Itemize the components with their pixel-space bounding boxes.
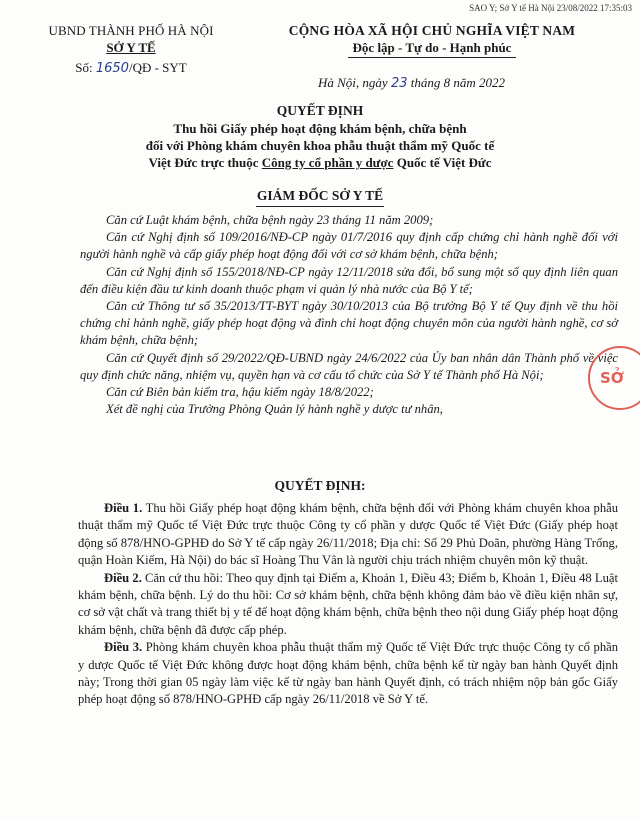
basis-item: Xét đề nghị của Trưởng Phòng Quản lý hành nghề y dược tư nhân,: [106, 402, 443, 417]
subject-line-3c: Quốc tế Việt Đức: [393, 155, 492, 170]
subject-line-2: đối với Phòng khám chuyên khoa phẫu thuật thẩm mỹ Quốc tế: [145, 138, 495, 153]
national-header: [238, 22, 626, 58]
basis-item: Căn cứ Thông tư số 35/2013/TT-BYT ngày 30/10/2013 của Bộ trưởng Bộ Y tế Quy định về thu hồi chứng chỉ hành nghề, giấy phép hoạt động và đình chỉ hoạt động chuyên môn của người hành nghề, cơ sở khám bệnh, chữa bệnh;: [80, 299, 618, 348]
number-suffix: /QĐ - SYT: [128, 60, 187, 75]
date-prefix: Hà Nội, ngày: [318, 75, 391, 90]
document-subject: [60, 120, 580, 171]
document-number: [26, 59, 236, 77]
legal-basis: [80, 212, 618, 418]
digital-copy-stamp: SAO Y; Sở Y tế Hà Nội 23/08/2022 17:35:03: [469, 3, 632, 13]
issuer-header: [26, 22, 236, 77]
director-underline: [256, 206, 384, 207]
subject-line-3a: Việt Đức trực thuộc: [148, 155, 262, 170]
number-handwritten: 1650: [95, 61, 129, 76]
article-item: [78, 639, 618, 709]
seal-text: SỞ: [600, 369, 624, 387]
motto-underline: [348, 57, 516, 58]
subject-line-1: Thu hồi Giấy phép hoạt động khám bệnh, chữa bệnh: [173, 121, 467, 136]
article-text: Căn cứ thu hồi: Theo quy định tại Điểm a, Khoản 1, Điều 43; Điểm b, Khoản 1, Điều 48 Luật khám bệnh, chữa bệnh. Lý do thu hồi: Cơ sở khám bệnh, chữa bệnh không đảm bảo về điều kiện nhân sự, cơ sở vật chất và trang thiết bị y tế để hoạt động khám bệnh, chữa bệnh theo nội dung Giấy phép hoạt động khám bệnh, chữa bệnh đã được cấp phép.: [78, 570, 618, 637]
article-text: Phòng khám chuyên khoa phẫu thuật thẩm mỹ Quốc tế Việt Đức trực thuộc Công ty cổ phần y dược Quốc tế Việt Đức không được hoạt động khám bệnh, chữa bệnh kể từ ngày ban hành Quyết định này; Trong thời gian 05 ngày làm việc kể từ ngày ban hành Quyết định, có trách nhiệm nộp bản gốc Giấy phép hoạt động số 878/HNO-GPHĐ cấp ngày 26/11/2018 về Sở Y tế.: [78, 640, 619, 707]
article-label: Điều 1.: [104, 501, 143, 515]
basis-item: Căn cứ Luật khám bệnh, chữa bệnh ngày 23 tháng 11 năm 2009;: [106, 213, 434, 227]
decision-heading: QUYẾT ĐỊNH:: [274, 478, 366, 493]
basis-item: Căn cứ Quyết định số 29/2022/QĐ-UBND ngày 24/6/2022 của Ủy ban nhân dân Thành phố về việc quy định chức năng, nhiệm vụ, quyền hạn và cơ cấu tổ chức của Sở Y tế Thành phố Hà Nội;: [80, 350, 618, 382]
article-item: [78, 500, 618, 570]
subject-line-3: [60, 154, 580, 171]
article-label: Điều 2.: [104, 570, 142, 585]
articles: [78, 500, 619, 709]
article-item: [78, 570, 618, 640]
subject-line-3b: Công ty cổ phần y dược: [261, 155, 394, 170]
issue-date: [318, 75, 505, 91]
basis-item: Căn cứ Nghị định số 155/2018/NĐ-CP ngày 12/11/2018 sửa đổi, bổ sung một số quy định liên quan đến điều kiện đầu tư kinh doanh thuộc phạm vi quản lý nhà nước của Bộ Y tế;: [80, 264, 618, 296]
article-text: Thu hồi Giấy phép hoạt động khám bệnh, chữa bệnh đối với Phòng khám chuyên khoa phẫu thuật thẩm mỹ Quốc tế Việt Đức trực thuộc Công ty cổ phần y dược Quốc tế Việt Đức (Giấy phép hoạt động số 878/HNO-GPHĐ do Sở Y tế cấp ngày 26/11/2018; Địa chỉ: Số 29 Phủ Doãn, phường Hàng Trống, quận Hoàn Kiếm, Hà Nội) do bác sĩ Hoàng Thu Vân là người chịu trách nhiệm chuyên môn kỹ thuật.: [78, 501, 618, 568]
director-heading: GIÁM ĐỐC SỞ Y TẾ: [256, 188, 384, 203]
article-label: Điều 3.: [104, 640, 143, 655]
basis-item: Căn cứ Nghị định số 109/2016/NĐ-CP ngày 01/7/2016 quy định cấp chứng chỉ hành nghề đối với người hành nghề và cấp giấy phép hoạt động đối với cơ sở khám bệnh, chữa bệnh;: [80, 230, 618, 262]
document-title: QUYẾT ĐỊNH: [276, 103, 364, 118]
number-prefix: Số:: [75, 60, 96, 75]
basis-item: Căn cứ Biên bản kiểm tra, hậu kiểm ngày 18/8/2022;: [106, 385, 374, 400]
issuer-dept: SỞ Y TẾ: [106, 40, 156, 55]
issuer-org: UBND THÀNH PHỐ HÀ NỘI: [48, 23, 214, 38]
date-day-handwritten: 23: [390, 76, 408, 91]
date-suffix: tháng 8 năm 2022: [407, 75, 505, 90]
national-motto: Độc lập - Tự do - Hạnh phúc: [352, 40, 512, 55]
nation-name: CỘNG HÒA XÃ HỘI CHỦ NGHĨA VIỆT NAM: [288, 23, 576, 38]
